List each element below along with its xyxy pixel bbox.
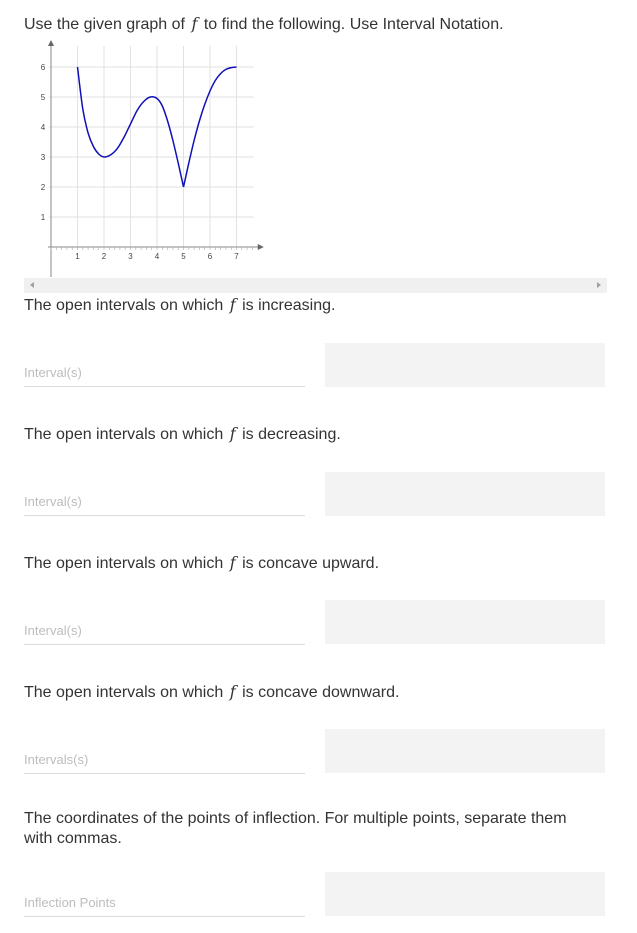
x-tick-label: 4 — [154, 252, 160, 261]
increasing-answer-box — [325, 343, 605, 387]
scroll-right-arrow-icon[interactable] — [591, 278, 607, 293]
y-tick-label: 2 — [40, 183, 46, 192]
decreasing-interval-input[interactable] — [24, 487, 305, 516]
horizontal-scrollbar[interactable] — [24, 278, 607, 293]
y-tick-label: 5 — [40, 93, 46, 102]
question-decreasing — [24, 424, 341, 445]
y-tick-label: 1 — [40, 213, 46, 222]
function-graph — [24, 38, 269, 278]
concave-down-answer-box — [325, 729, 605, 773]
question-after: is concave upward. — [242, 555, 380, 572]
graph-grid — [49, 46, 254, 247]
x-tick-label: 2 — [101, 252, 107, 261]
question-before: The open intervals on which — [24, 297, 224, 314]
y-tick-label: 3 — [40, 153, 46, 162]
concave-up-answer-box — [325, 600, 605, 644]
question-concave-up — [24, 553, 379, 574]
question-before: The open intervals on which — [24, 684, 224, 701]
question-inflection-points: The coordinates of the points of inflection. For multiple points, separate them with commas. — [24, 810, 567, 847]
concave-down-interval-input[interactable] — [24, 745, 305, 774]
x-tick-label: 6 — [207, 252, 213, 261]
y-tick-label: 6 — [40, 63, 46, 72]
question-increasing — [24, 295, 335, 316]
question-after: is decreasing. — [242, 426, 341, 443]
instruction-before: Use the given graph of — [24, 16, 185, 33]
decreasing-answer-box — [325, 472, 605, 516]
inflection-answer-box — [325, 872, 605, 916]
function-symbol: f — [229, 295, 236, 314]
function-symbol: f — [191, 14, 198, 33]
function-symbol: f — [229, 553, 236, 572]
x-tick-label: 5 — [181, 252, 186, 261]
instruction-text — [24, 14, 504, 35]
instruction-after: to find the following. Use Interval Notation. — [203, 16, 504, 33]
y-axis-arrow-icon — [48, 40, 54, 46]
increasing-interval-input[interactable] — [24, 358, 305, 387]
question-before: The open intervals on which — [24, 555, 224, 572]
question-before: The open intervals on which — [24, 426, 224, 443]
function-symbol: f — [229, 424, 236, 443]
inflection-points-input[interactable] — [24, 888, 305, 917]
scroll-left-arrow-icon[interactable] — [24, 278, 40, 293]
question-after: is concave downward. — [242, 684, 400, 701]
function-symbol: f — [229, 682, 236, 701]
x-tick-label: 3 — [128, 252, 133, 261]
x-tick-label: 1 — [75, 252, 80, 261]
question-after: is increasing. — [242, 297, 336, 314]
x-tick-label: 7 — [234, 252, 239, 261]
question-concave-down — [24, 682, 399, 703]
x-axis-arrow-icon — [258, 244, 264, 250]
graph-axes — [48, 40, 264, 277]
concave-up-interval-input[interactable] — [24, 616, 305, 645]
y-tick-label: 4 — [40, 123, 46, 132]
